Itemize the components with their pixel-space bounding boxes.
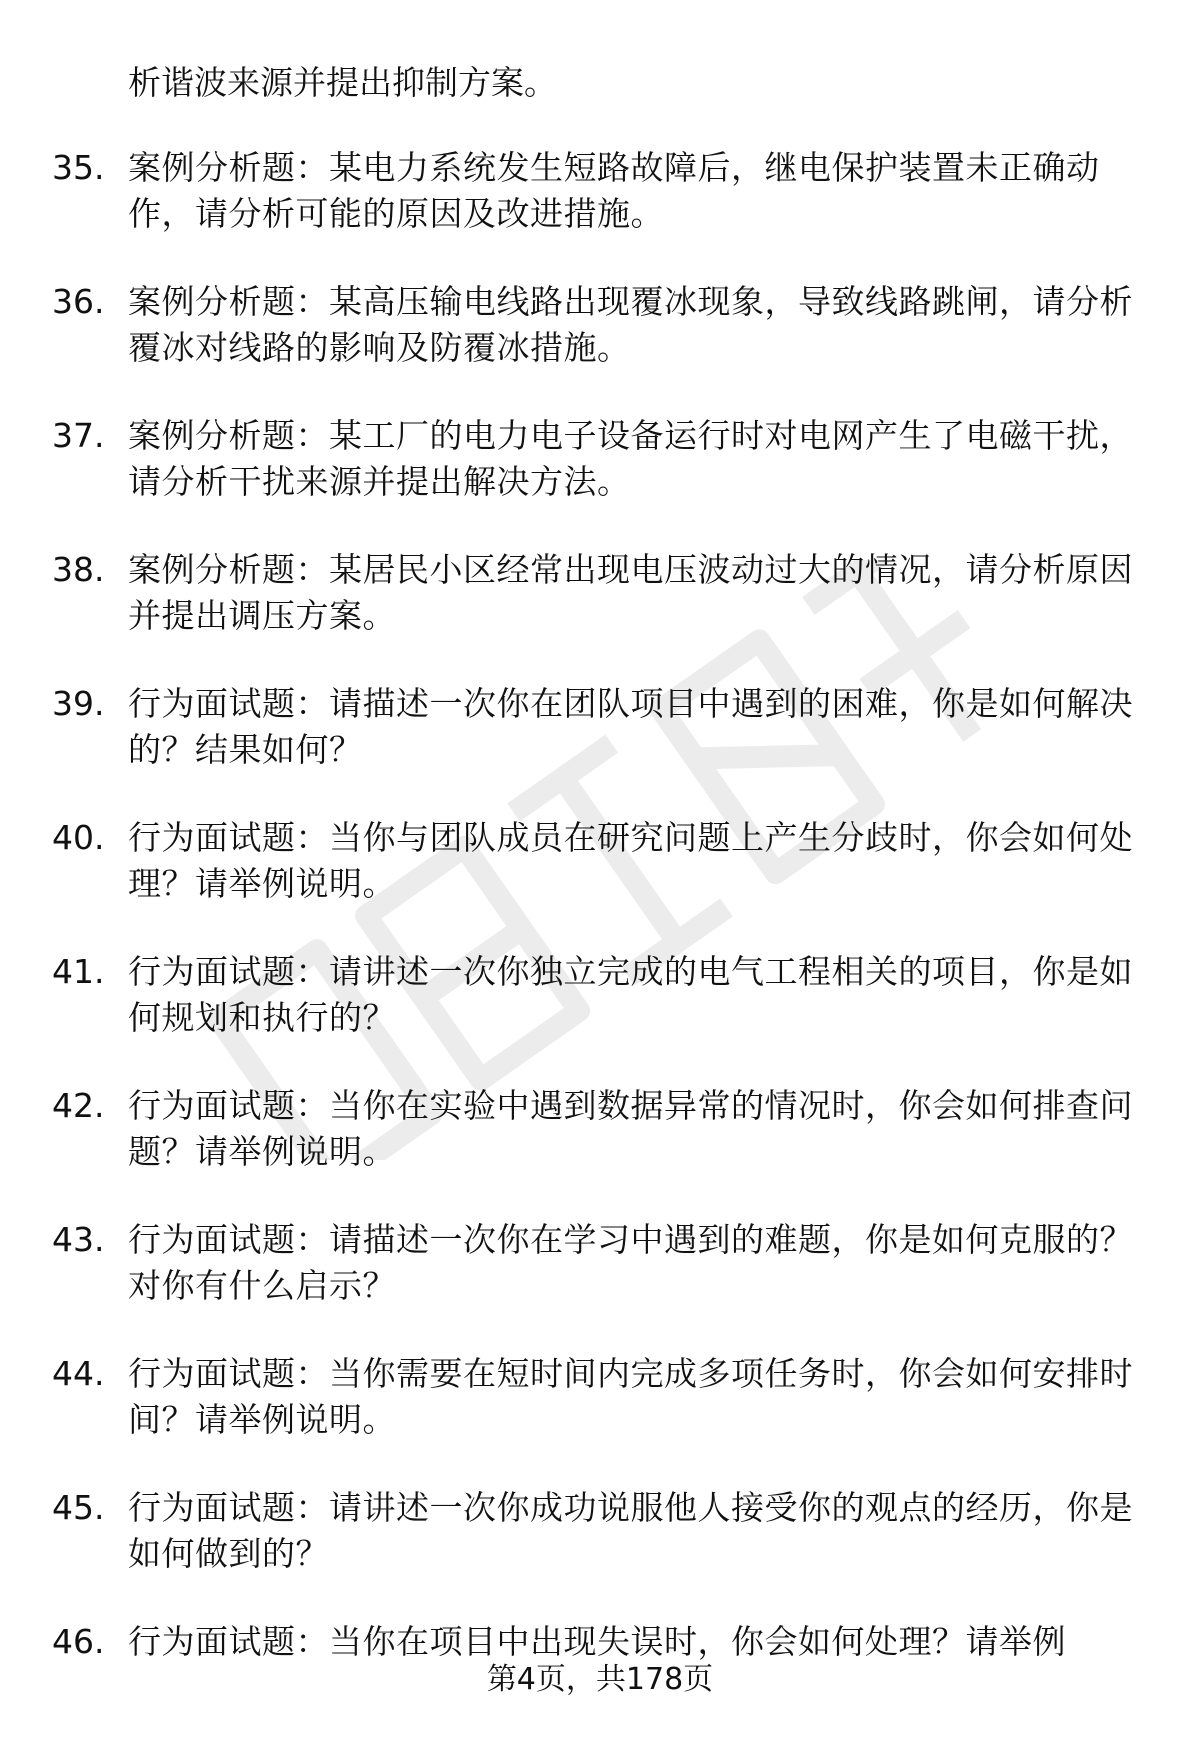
question-number: 44. [52,1354,105,1393]
question-text: 行为面试题：请描述一次你在团队项目中遇到的困难，你是如何解决的？结果如何？ [128,684,1133,769]
question-number: 38. [52,550,105,589]
question-number: 37. [52,416,105,455]
question-item [0,681,1200,815]
question-number: 35. [52,148,105,187]
question-item [0,1485,1200,1619]
question-text: 案例分析题：某居民小区经常出现电压波动过大的情况，请分析原因并提出调压方案。 [128,550,1133,635]
question-text: 案例分析题：某高压输电线路出现覆冰现象，导致线路跳闸，请分析覆冰对线路的影响及防覆冰措施。 [128,282,1133,367]
question-text: 案例分析题：某工厂的电力电子设备运行时对电网产生了电磁干扰，请分析干扰来源并提出解决方法。 [128,416,1133,501]
question-text: 行为面试题：请讲述一次你独立完成的电气工程相关的项目，你是如何规划和执行的？ [128,952,1133,1037]
question-item [0,815,1200,949]
question-item [0,413,1200,547]
continuation-text: 析谐波来源并提出抑制方案。 [128,63,557,102]
question-text: 行为面试题：请讲述一次你成功说服他人接受你的观点的经历，你是如何做到的？ [128,1488,1133,1573]
question-item [0,1083,1200,1217]
question-item [0,949,1200,1083]
question-number: 46. [52,1622,105,1661]
question-number: 42. [52,1086,105,1125]
page-footer: 第4页，共178页 [486,1662,714,1697]
question-text: 案例分析题：某电力系统发生短路故障后，继电保护装置未正确动作，请分析可能的原因及改进措施。 [128,148,1100,233]
question-item [0,279,1200,413]
question-text: 行为面试题：请描述一次你在学习中遇到的难题，你是如何克服的？对你有什么启示？ [128,1220,1133,1305]
question-number: 43. [52,1220,105,1259]
question-item [0,547,1200,681]
question-item [0,1351,1200,1485]
question-item [0,145,1200,279]
question-number: 39. [52,684,105,723]
question-number: 40. [52,818,105,857]
question-text: 行为面试题：当你在实验中遇到数据异常的情况时，你会如何排查问题？请举例说明。 [128,1086,1133,1171]
question-text: 行为面试题：当你需要在短时间内完成多项任务时，你会如何安排时间？请举例说明。 [128,1354,1133,1439]
question-list [0,145,1200,1753]
question-text: 行为面试题：当你在项目中出现失误时，你会如何处理？请举例 [128,1622,1066,1661]
question-number: 36. [52,282,105,321]
question-text: 行为面试题：当你与团队成员在研究问题上产生分歧时，你会如何处理？请举例说明。 [128,818,1133,903]
question-item [0,1217,1200,1351]
question-number: 41. [52,952,105,991]
question-number: 45. [52,1488,105,1527]
